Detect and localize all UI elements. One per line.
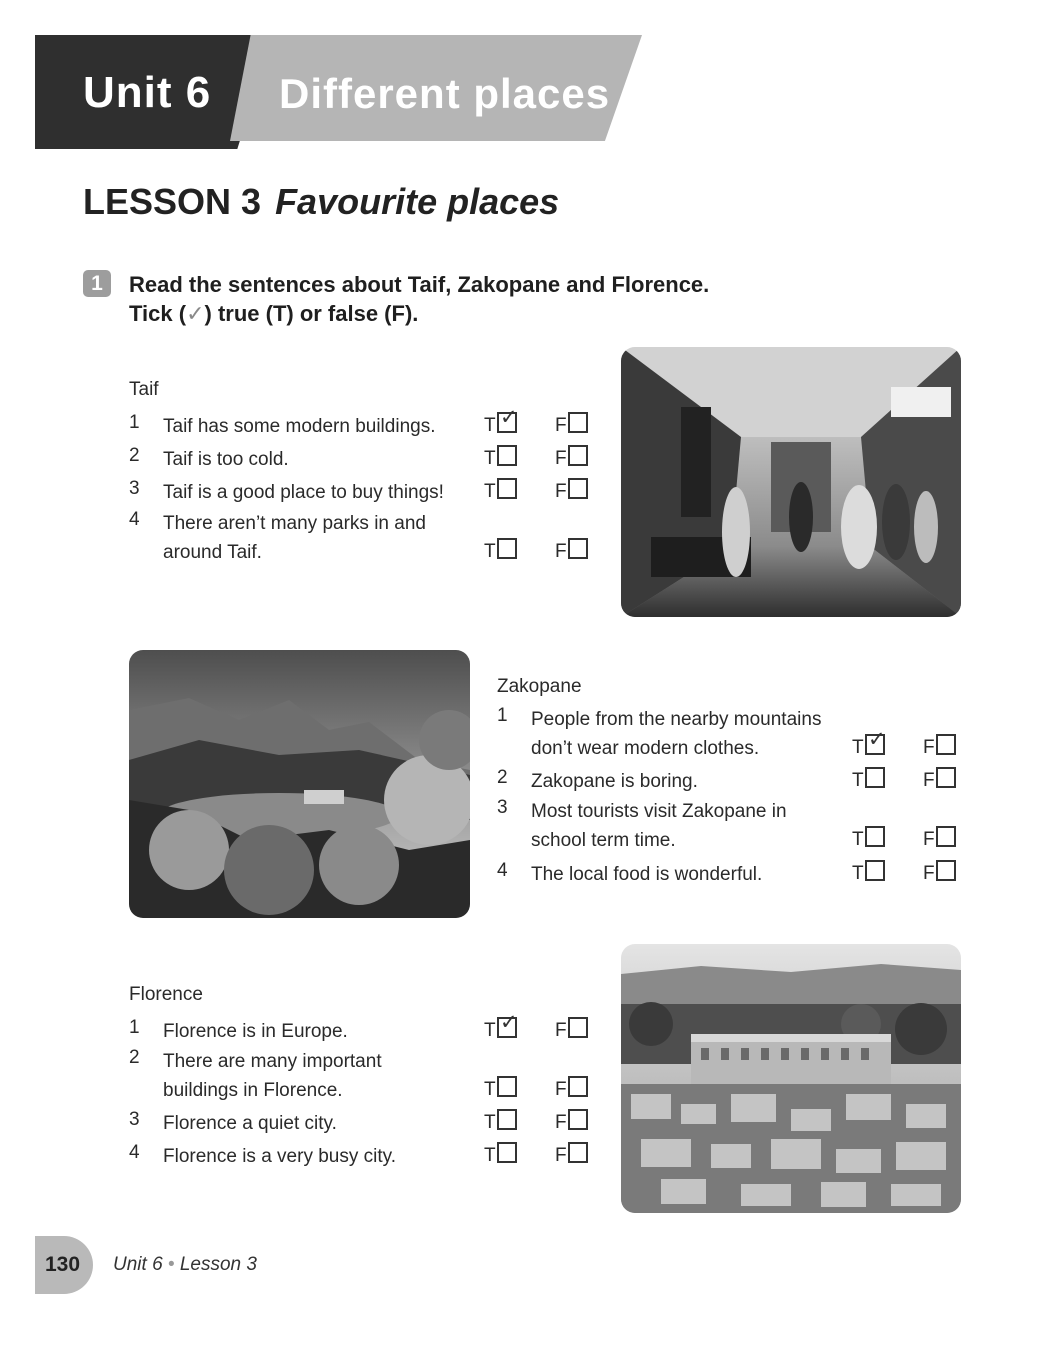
false-checkbox[interactable]: [936, 826, 956, 847]
false-checkbox[interactable]: [936, 767, 956, 788]
check-mark-icon: ✓: [868, 728, 886, 751]
item-text-line-1: There aren’t many parks in and: [163, 513, 426, 534]
true-checkbox[interactable]: [497, 406, 518, 433]
false-label: F: [555, 541, 567, 562]
page-number: 130: [45, 1253, 81, 1276]
tick-icon: ✓: [186, 301, 205, 326]
item-number: 4: [129, 1142, 140, 1163]
unit-label: Unit 6: [83, 68, 212, 117]
false-checkbox[interactable]: [568, 478, 588, 499]
true-label: T: [852, 829, 864, 850]
item-text: [163, 1047, 382, 1105]
item-number: 4: [497, 860, 508, 881]
true-label: T: [852, 737, 864, 758]
false-label: F: [555, 481, 567, 502]
item-text: [163, 509, 426, 567]
true-checkbox[interactable]: [497, 1109, 517, 1130]
item-text: Florence is a very busy city.: [163, 1146, 397, 1167]
true-label: T: [852, 770, 864, 791]
lesson-label: LESSON 3: [83, 181, 262, 222]
lesson-title: Favourite places: [275, 181, 560, 222]
false-label: F: [923, 737, 935, 758]
false-label: F: [555, 1079, 567, 1100]
true-label: T: [484, 1145, 496, 1166]
instruction-line-2: [129, 299, 709, 328]
item-number: 1: [497, 705, 508, 726]
true-checkbox[interactable]: [497, 538, 517, 559]
item-text-line-2: buildings in Florence.: [163, 1080, 343, 1101]
true-label: T: [484, 448, 496, 469]
item-text: Florence a quiet city.: [163, 1113, 337, 1134]
item-text-line-2: around Taif.: [163, 542, 262, 563]
false-label: F: [923, 770, 935, 791]
item-number: 1: [129, 412, 140, 433]
zakopane-mountains-photo: [129, 650, 470, 918]
true-checkbox[interactable]: [865, 860, 885, 881]
item-text: [531, 797, 787, 855]
item-text: The local food is wonderful.: [531, 864, 763, 885]
false-label: F: [555, 448, 567, 469]
true-checkbox[interactable]: [497, 1011, 518, 1038]
false-checkbox[interactable]: [936, 734, 956, 755]
false-checkbox[interactable]: [568, 412, 588, 433]
true-checkbox[interactable]: [865, 728, 886, 755]
false-checkbox[interactable]: [568, 445, 588, 466]
item-text-line-2: don’t wear modern clothes.: [531, 738, 760, 759]
item-number: 4: [129, 509, 140, 530]
true-label: T: [484, 1020, 496, 1041]
item-text-line-1: There are many important: [163, 1051, 382, 1072]
false-label: F: [555, 415, 567, 436]
item-number: 2: [129, 1047, 140, 1068]
item-text: Florence is in Europe.: [163, 1021, 348, 1042]
false-checkbox[interactable]: [568, 538, 588, 559]
true-label: T: [484, 1112, 496, 1133]
true-checkbox[interactable]: [865, 826, 885, 847]
taif-title: Taif: [129, 379, 159, 400]
item-number: 3: [129, 478, 140, 499]
footer-unit: Unit 6: [113, 1254, 163, 1275]
true-label: T: [484, 541, 496, 562]
florence-title: Florence: [129, 984, 203, 1005]
false-checkbox[interactable]: [568, 1076, 588, 1097]
item-number: 2: [497, 767, 508, 788]
true-label: T: [484, 415, 496, 436]
zakopane-section: [497, 676, 967, 891]
footer-label: [113, 1254, 257, 1276]
item-text-line-1: People from the nearby mountains: [531, 709, 822, 730]
exercise-instruction: [129, 270, 709, 328]
instruction-prefix: Tick (: [129, 301, 187, 326]
item-text: Taif is too cold.: [163, 449, 289, 470]
false-checkbox[interactable]: [568, 1109, 588, 1130]
check-mark-icon: ✓: [500, 406, 518, 429]
false-label: F: [555, 1145, 567, 1166]
taif-market-photo: [621, 347, 961, 617]
true-checkbox[interactable]: [497, 1142, 517, 1163]
florence-section: [129, 984, 609, 1174]
item-text: Zakopane is boring.: [531, 771, 698, 792]
item-number: 1: [129, 1017, 140, 1038]
true-checkbox[interactable]: [497, 445, 517, 466]
item-text: Taif is a good place to buy things!: [163, 482, 444, 503]
footer-lesson: Lesson 3: [179, 1254, 257, 1275]
item-number: 3: [497, 797, 508, 818]
item-text-line-1: Most tourists visit Zakopane in: [531, 801, 787, 822]
footer-separator: •: [167, 1254, 175, 1275]
false-checkbox[interactable]: [936, 860, 956, 881]
true-checkbox[interactable]: [497, 1076, 517, 1097]
true-checkbox[interactable]: [497, 478, 517, 499]
lesson-heading: [83, 181, 559, 223]
false-label: F: [555, 1020, 567, 1041]
exercise-number-badge: 1: [83, 270, 111, 297]
true-label: T: [484, 1079, 496, 1100]
false-label: F: [555, 1112, 567, 1133]
true-label: T: [484, 481, 496, 502]
item-text-line-2: school term time.: [531, 830, 676, 851]
true-label: T: [852, 863, 864, 884]
instruction-line-1: Read the sentences about Taif, Zakopane and Florence.: [129, 272, 710, 297]
false-checkbox[interactable]: [568, 1017, 588, 1038]
item-number: 2: [129, 445, 140, 466]
unit-title: Different places: [279, 70, 611, 117]
item-number: 3: [129, 1109, 140, 1130]
item-text: [531, 705, 821, 763]
item-text: Taif has some modern buildings.: [163, 416, 436, 437]
instruction-suffix: ) true (T) or false (F).: [204, 301, 419, 326]
taif-section: [129, 379, 609, 569]
false-label: F: [923, 829, 935, 850]
zakopane-title: Zakopane: [497, 676, 582, 697]
true-checkbox[interactable]: [865, 767, 885, 788]
false-label: F: [923, 863, 935, 884]
florence-city-photo: [621, 944, 961, 1213]
false-checkbox[interactable]: [568, 1142, 588, 1163]
check-mark-icon: ✓: [500, 1011, 518, 1034]
